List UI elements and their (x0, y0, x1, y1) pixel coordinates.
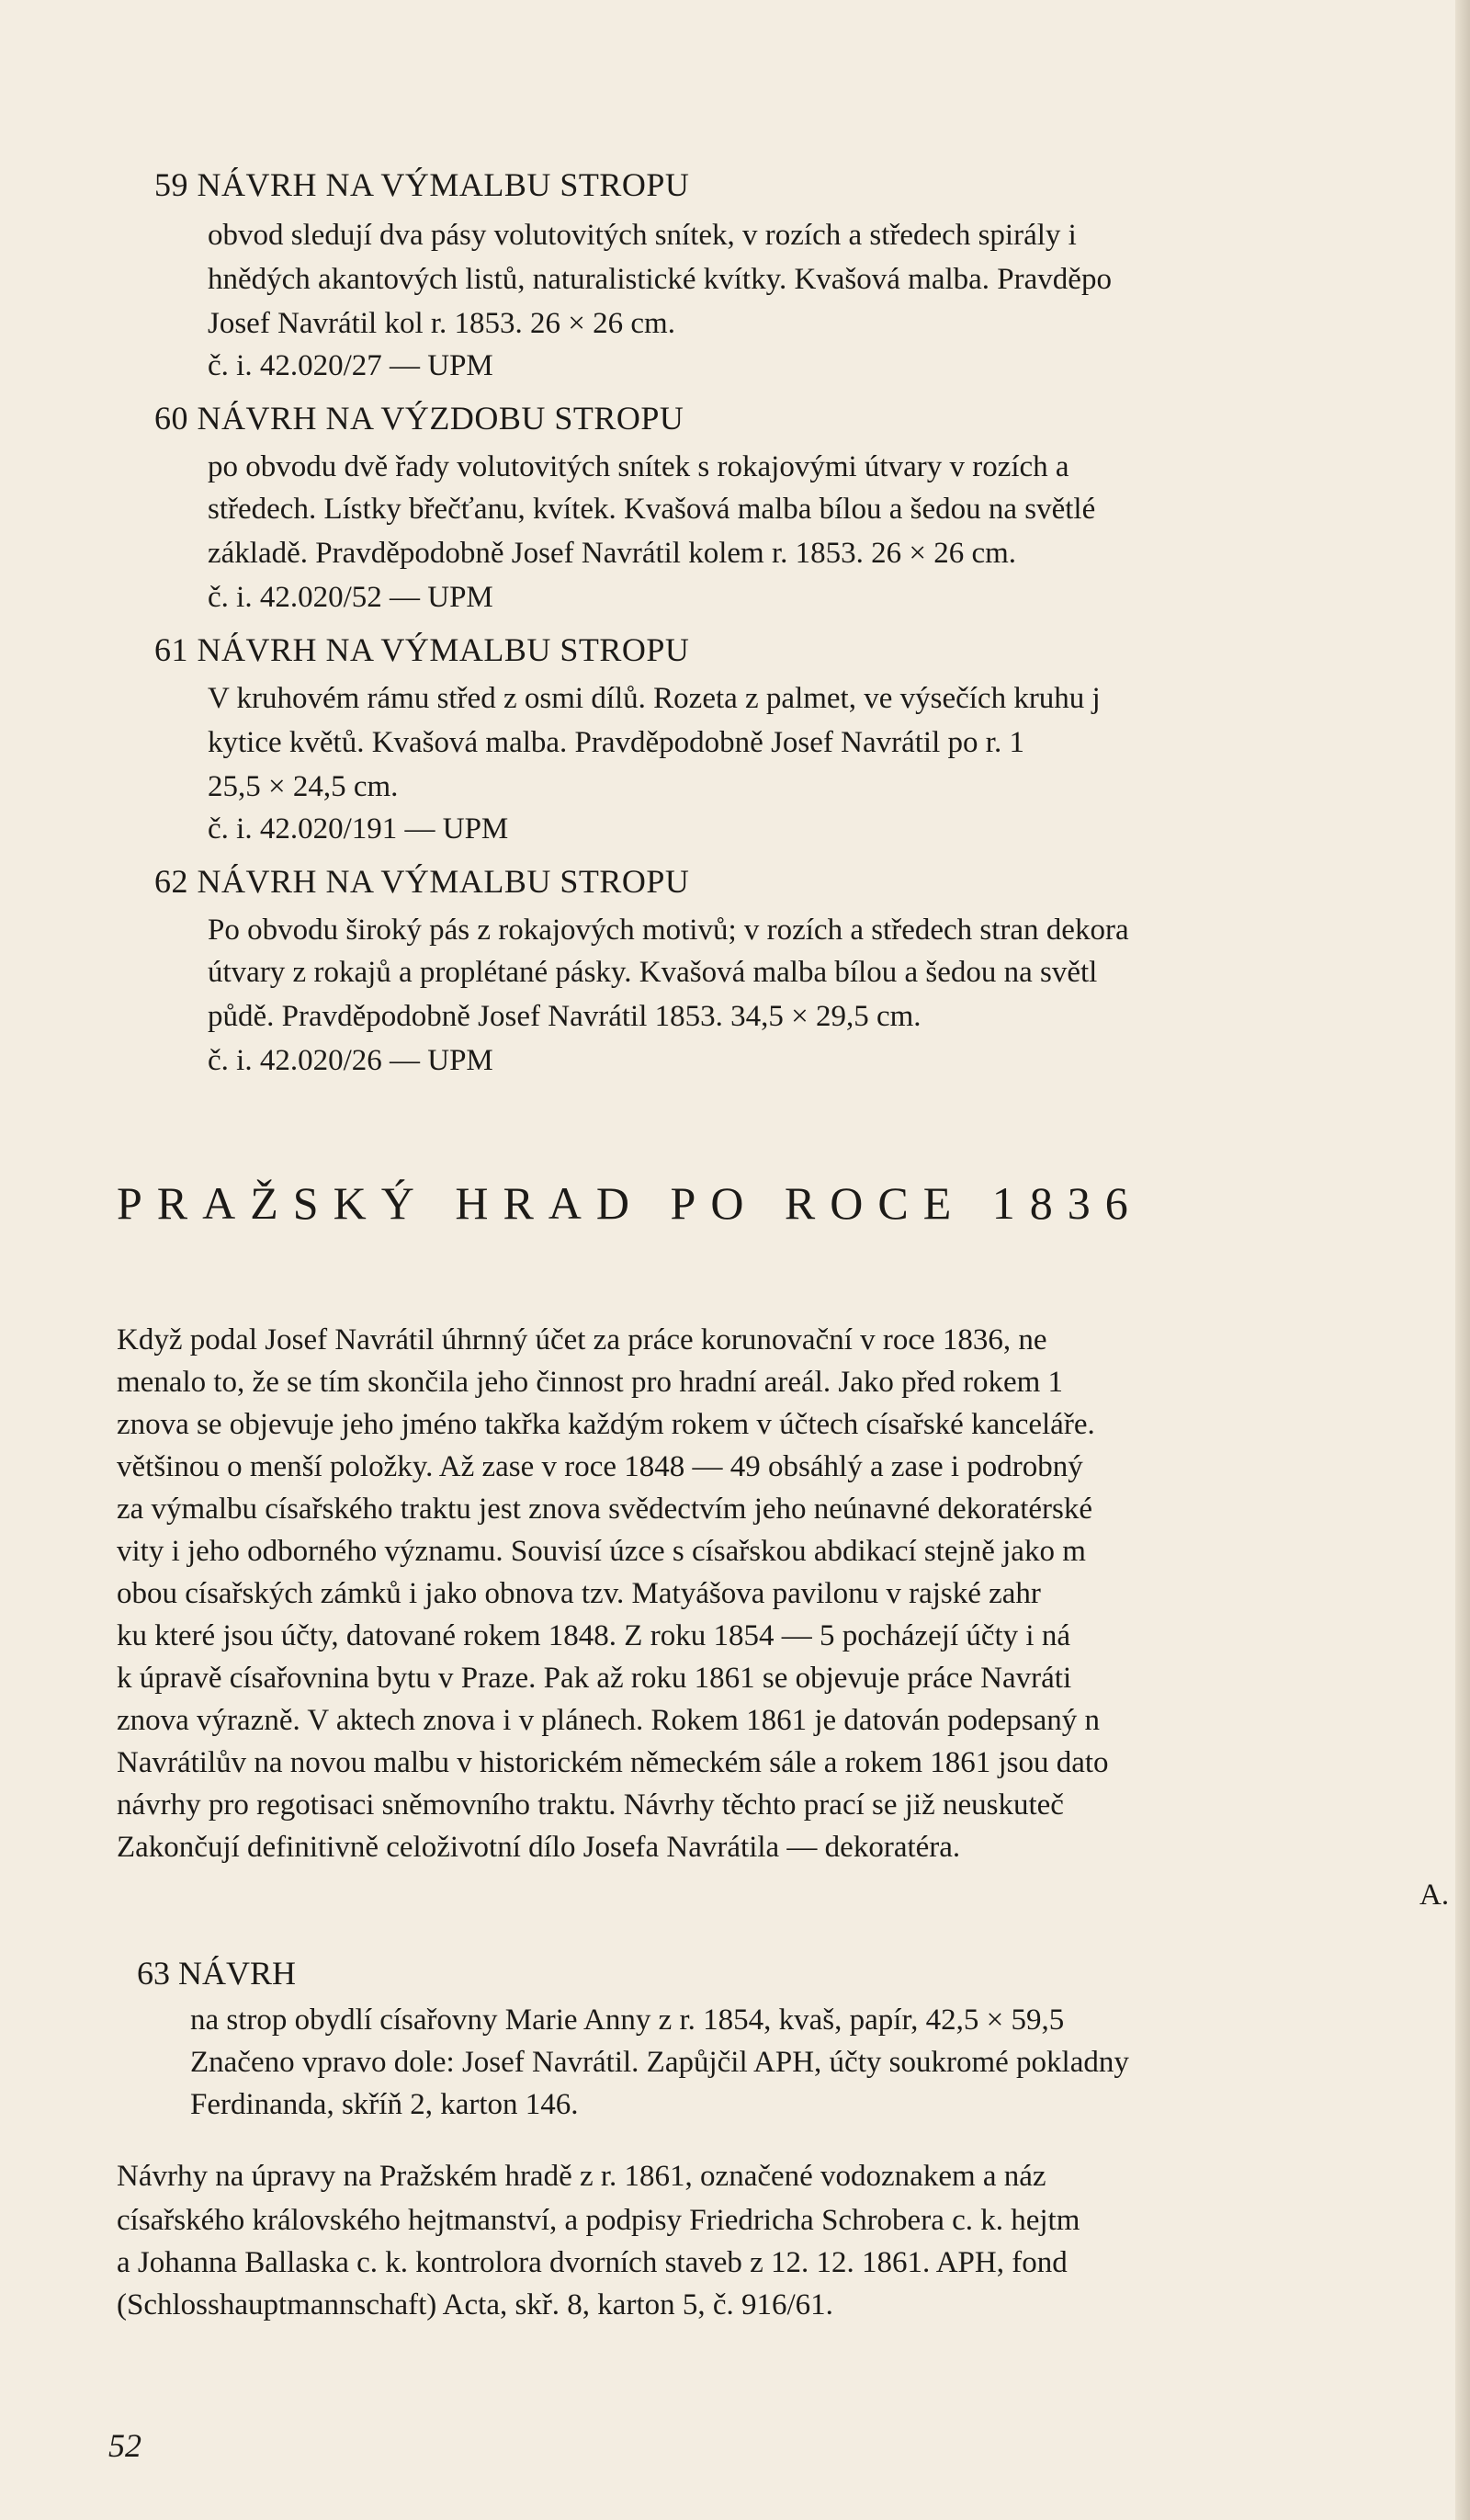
entry-heading: 60 NÁVRH NA VÝZDOBU STROPU (154, 400, 684, 437)
page-number: 52 (108, 2427, 141, 2464)
paragraph-line: Když podal Josef Navrátil úhrnný účet za práce korunovační v roce 1836, ne (117, 1323, 1047, 1356)
paragraph-line: znova výrazně. V aktech znova i v plánech. Rokem 1861 je datován podepsaný n (117, 1704, 1101, 1737)
paragraph-line: k úpravě císařovnina bytu v Praze. Pak až roku 1861 se objevuje práce Navráti (117, 1662, 1072, 1695)
entry-line: č. i. 42.020/26 — UPM (208, 1044, 493, 1077)
note-line: Návrhy na úpravy na Pražském hradě z r. 1861, označené vodoznakem a náz (117, 2160, 1046, 2193)
entry-line: středech. Lístky břečťanu, kvítek. Kvašová malba bílou a šedou na světlé (208, 493, 1096, 526)
entry-line: po obvodu dvě řady volutovitých snítek s rokajovými útvary v rozích a (208, 450, 1069, 483)
entry-line: útvary z rokajů a proplétané pásky. Kvašová malba bílou a šedou na světl (208, 956, 1098, 989)
entry-line: půdě. Pravděpodobně Josef Navrátil 1853. 34,5 × 29,5 cm. (208, 1000, 922, 1033)
entry-line: Josef Navrátil kol r. 1853. 26 × 26 cm. (208, 307, 675, 340)
entry-line: č. i. 42.020/27 — UPM (208, 349, 493, 382)
paragraph-line: ku které jsou účty, datované rokem 1848. Z roku 1854 — 5 pocházejí účty i ná (117, 1619, 1071, 1652)
entry-line: kytice květů. Kvašová malba. Pravděpodobně Josef Navrátil po r. 1 (208, 726, 1024, 759)
entry-heading: 63 NÁVRH (137, 1955, 297, 1992)
entry-line: Značeno vpravo dole: Josef Navrátil. Zapůjčil APH, účty soukromé pokladny (190, 2046, 1129, 2079)
entry-line: hnědých akantových listů, naturalistické kvítky. Kvašová malba. Pravděpo (208, 263, 1112, 296)
note-line: a Johanna Ballaska c. k. kontrolora dvorních staveb z 12. 12. 1861. APH, fond (117, 2246, 1068, 2279)
note-line: (Schlosshauptmannschaft) Acta, skř. 8, karton 5, č. 916/61. (117, 2288, 833, 2321)
page-edge (1455, 0, 1470, 2520)
entry-line: č. i. 42.020/52 — UPM (208, 581, 493, 614)
signature-initial: A. (1419, 1879, 1450, 1912)
note-line: císařského královského hejtmanství, a podpisy Friedricha Schrobera c. k. hejtm (117, 2204, 1080, 2237)
paragraph-line: vity i jeho odborného významu. Souvisí úzce s císařskou abdikací stejně jako m (117, 1535, 1086, 1568)
paragraph-line: znova se objevuje jeho jméno takřka každým rokem v účtech císařské kanceláře. (117, 1408, 1095, 1441)
section-title: PRAŽSKÝ HRAD PO ROCE 1836 (117, 1177, 1143, 1229)
paragraph-line: obou císařských zámků i jako obnova tzv. Matyášova pavilonu v rajské zahr (117, 1577, 1041, 1610)
entry-heading: 62 NÁVRH NA VÝMALBU STROPU (154, 863, 690, 900)
paragraph-line: za výmalbu císařského traktu jest znova svědectvím jeho neúnavné dekoratérské (117, 1493, 1093, 1526)
entry-line: č. i. 42.020/191 — UPM (208, 812, 509, 846)
entry-line: Ferdinanda, skříň 2, karton 146. (190, 2088, 579, 2121)
paragraph-line: menalo to, že se tím skončila jeho činnost pro hradní areál. Jako před rokem 1 (117, 1366, 1064, 1399)
paragraph-line: Navrátilův na novou malbu v historickém německém sále a rokem 1861 jsou dato (117, 1746, 1109, 1779)
entry-line: 25,5 × 24,5 cm. (208, 770, 399, 803)
entry-heading: 61 NÁVRH NA VÝMALBU STROPU (154, 631, 690, 668)
paragraph-line: návrhy pro regotisaci sněmovního traktu. Návrhy těchto prací se již neuskuteč (117, 1788, 1064, 1822)
entry-line: základě. Pravděpodobně Josef Navrátil kolem r. 1853. 26 × 26 cm. (208, 537, 1017, 570)
entry-line: V kruhovém rámu střed z osmi dílů. Rozeta z palmet, ve výsečích kruhu j (208, 682, 1101, 715)
entry-line: na strop obydlí císařovny Marie Anny z r. 1854, kvaš, papír, 42,5 × 59,5 (190, 2004, 1065, 2037)
entry-line: Po obvodu široký pás z rokajových motivů; v rozích a středech stran dekora (208, 914, 1129, 947)
entry-line: obvod sledují dva pásy volutovitých snítek, v rozích a středech spirály i (208, 219, 1077, 252)
paragraph-line: většinou o menší položky. Až zase v roce 1848 — 49 obsáhlý a zase i podrobný (117, 1450, 1083, 1483)
paragraph-line: Zakončují definitivně celoživotní dílo Josefa Navrátila — dekoratéra. (117, 1831, 961, 1864)
entry-heading: 59 NÁVRH NA VÝMALBU STROPU (154, 166, 690, 203)
